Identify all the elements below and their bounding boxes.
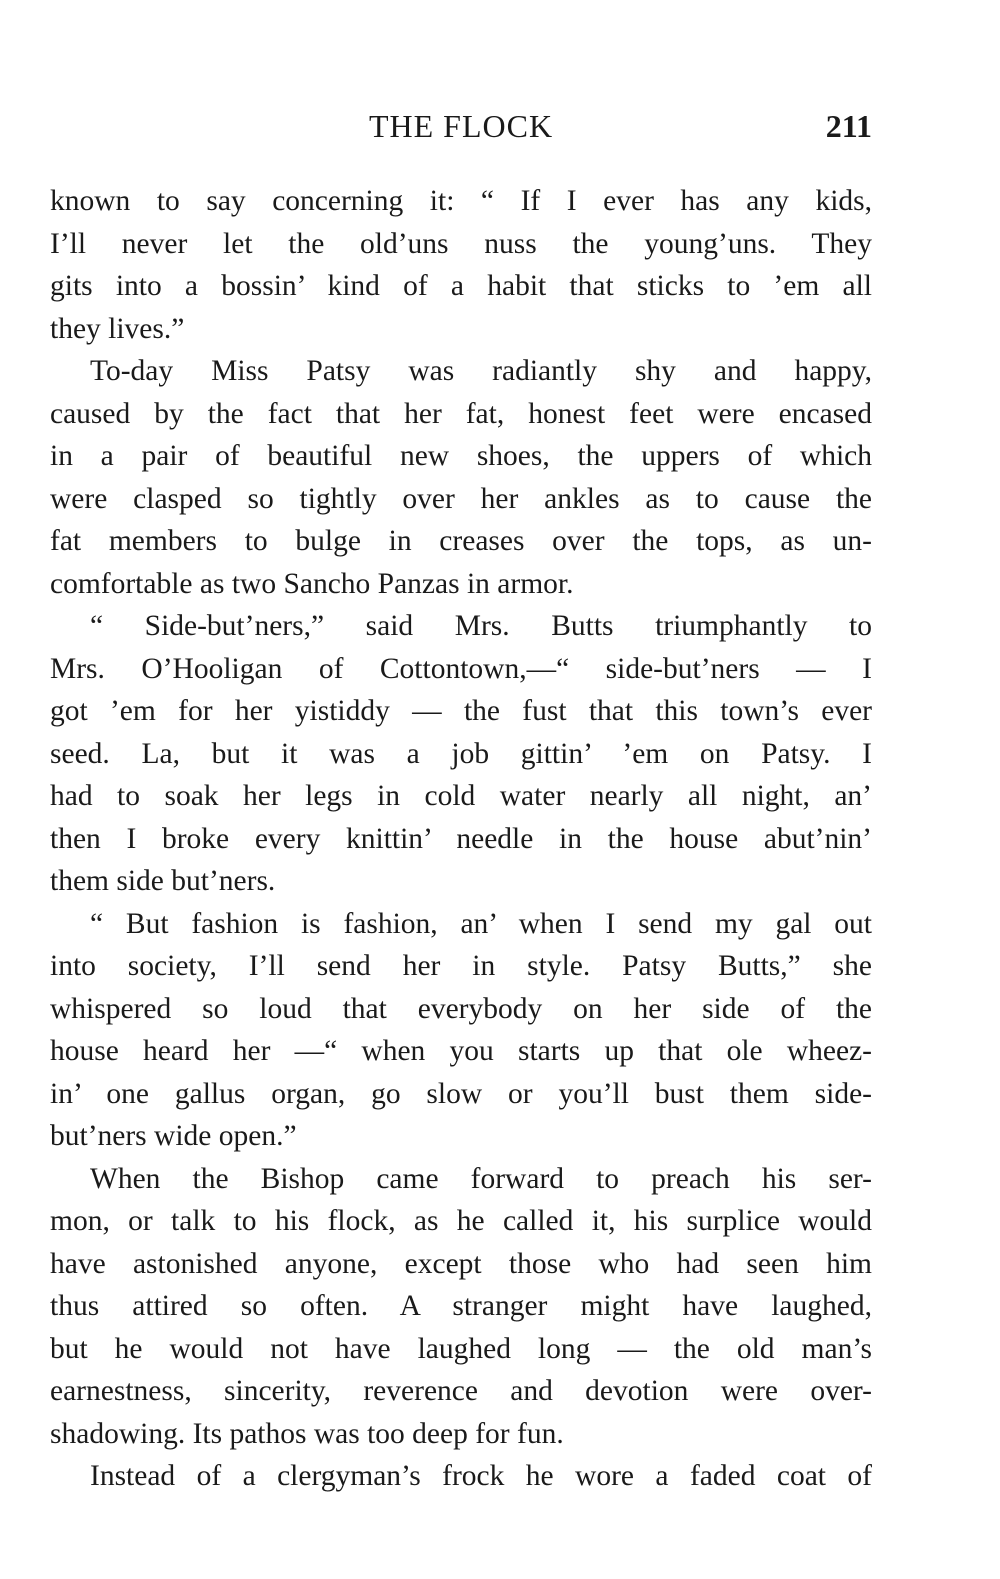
text-line: house heard her —“ when you starts up that ole wheez- — [50, 1035, 872, 1067]
text-line: earnestness, sincerity, reverence and devotion were over- — [50, 1375, 872, 1407]
text-line: To-day Miss Patsy was radiantly shy and happy, — [90, 355, 872, 387]
text-line: shadowing. Its pathos was too deep for fun. — [50, 1417, 564, 1450]
paragraph — [50, 180, 872, 350]
text-line: comfortable as two Sancho Panzas in armor. — [50, 567, 574, 600]
text-line: “ Side-but’ners,” said Mrs. Butts triumphantly to — [90, 610, 872, 642]
paragraph — [50, 903, 872, 1158]
paragraph — [50, 1158, 872, 1456]
paragraph — [50, 350, 872, 605]
text-line: When the Bishop came forward to preach his ser- — [90, 1162, 872, 1195]
text-line: but’ners wide open.” — [50, 1120, 297, 1152]
text-line: thus attired so often. A stranger might have laughed, — [50, 1290, 872, 1322]
text-line: Instead of a clergyman’s frock he wore a faded coat of — [90, 1460, 872, 1492]
text-line: mon, or talk to his flock, as he called it, his surplice would — [50, 1205, 872, 1237]
text-line: they lives.” — [50, 312, 185, 345]
text-line: have astonished anyone, except those who had seen him — [50, 1247, 872, 1280]
body-text — [50, 180, 872, 1498]
text-line: in’ one gallus organ, go slow or you’ll bust them side- — [50, 1077, 872, 1110]
text-line: had to soak her legs in cold water nearly all night, an’ — [50, 780, 872, 812]
text-line: in a pair of beautiful new shoes, the uppers of which — [50, 440, 872, 472]
text-line: “ But fashion is fashion, an’ when I send my gal out — [90, 907, 872, 940]
running-head: THE FLOCK — [368, 108, 554, 144]
text-line: were clasped so tightly over her ankles as to cause the — [50, 482, 872, 515]
text-line: but he would not have laughed long — the old man’s — [50, 1332, 872, 1365]
page-header — [50, 108, 872, 152]
text-line: Mrs. O’Hooligan of Cottontown,—“ side-but’ners — I — [50, 652, 872, 685]
paragraph — [50, 1455, 872, 1498]
text-line: gits into a bossin’ kind of a habit that sticks to ’em all — [50, 270, 872, 302]
text-line: then I broke every knittin’ needle in the house abut’nin’ — [50, 822, 872, 855]
text-line: I’ll never let the old’uns nuss the young’uns. They — [50, 227, 872, 260]
paragraph — [50, 605, 872, 903]
text-line: into society, I’ll send her in style. Patsy Butts,” she — [50, 950, 872, 982]
text-line: caused by the fact that her fat, honest feet were encased — [50, 397, 872, 430]
text-line: whispered so loud that everybody on her side of the — [50, 992, 872, 1025]
text-line: got ’em for her yistiddy — the fust that this town’s ever — [50, 695, 872, 727]
text-line: fat members to bulge in creases over the tops, as un- — [50, 525, 872, 557]
page-number: 211 — [825, 108, 872, 144]
text-line: known to say concerning it: “ If I ever has any kids, — [50, 185, 872, 217]
text-line: them side but’ners. — [50, 865, 276, 897]
text-line: seed. La, but it was a job gittin’ ’em on Patsy. I — [50, 737, 872, 770]
